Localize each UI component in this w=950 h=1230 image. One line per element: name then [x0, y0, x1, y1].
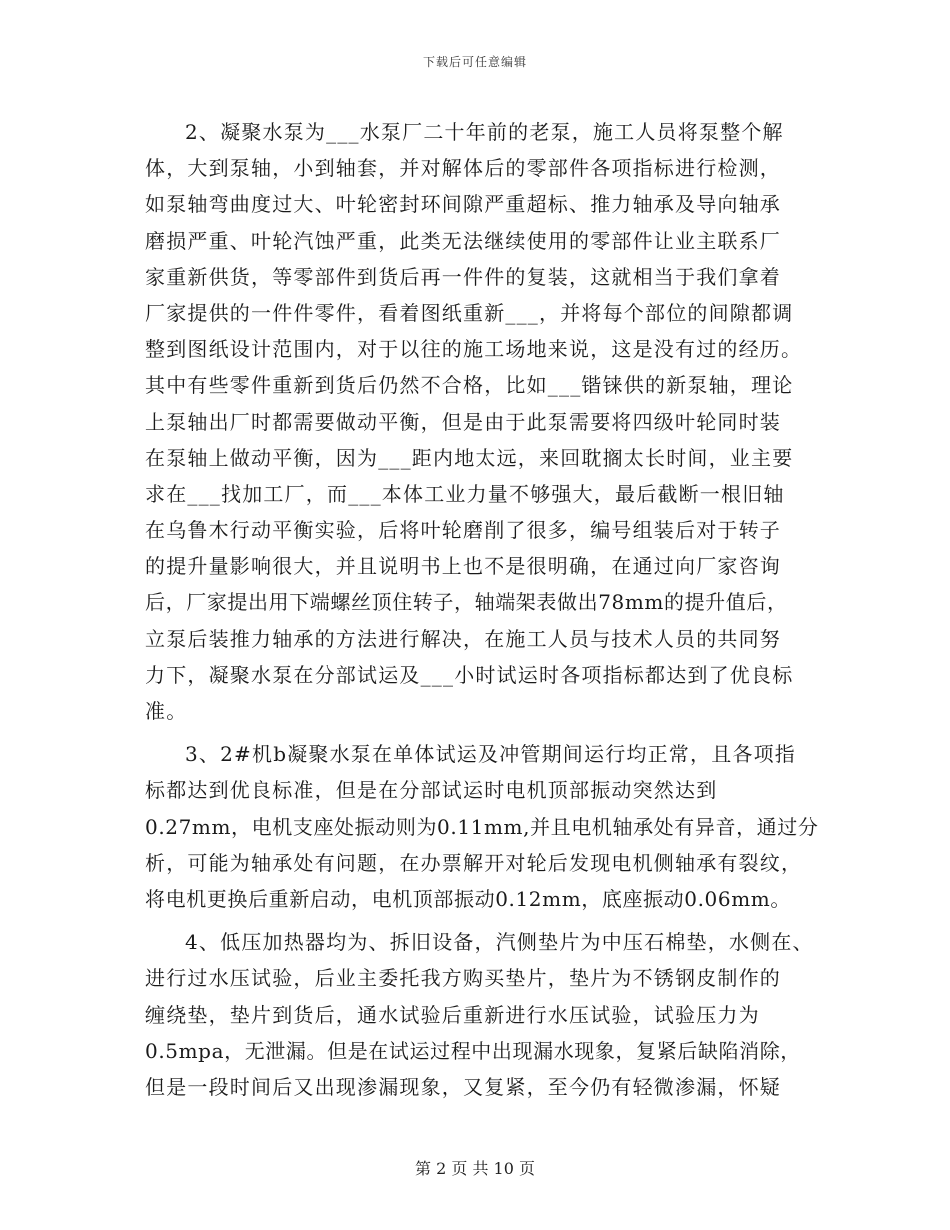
text-line: 上泵轴出厂时都需要做动平衡，但是由于此泵需要将四级叶轮同时装: [145, 409, 781, 434]
paragraph-4: [145, 924, 814, 1105]
text-line: 0.5mpa，无泄漏。但是在试运过程中出现漏水现象，复紧后缺陷消除，: [145, 1038, 801, 1063]
text-line: 进行过水压试验，后业主委托我方购买垫片，垫片为不锈钢皮制作的: [145, 966, 781, 991]
text-line: 求在___找加工厂，而___本体工业力量不够强大，最后截断一根旧轴: [145, 481, 785, 506]
text-line: 整到图纸设计范围内，对于以往的施工场地来说，这是没有过的经历。: [145, 337, 803, 362]
document-body: [145, 114, 819, 1105]
text-line: 体，大到泵轴，小到轴套，并对解体后的零部件各项指标进行检测，: [145, 156, 781, 181]
text-line: 厂家提供的一件件零件，看着图纸重新___，并将每个部位的间隙都调: [145, 300, 794, 325]
text-line: 力下，凝聚水泵在分部试运及___小时试运时各项指标都达到了优良标: [145, 662, 794, 687]
text-line: 析，可能为轴承处有问题，在办票解开对轮后发现电机侧轴承有裂纹，: [145, 850, 803, 875]
text-line: 在乌鲁木行动平衡实验，后将叶轮磨削了很多，编号组装后对于转子: [145, 518, 781, 543]
page-footer: 第 2 页 共 10 页: [415, 1159, 535, 1178]
text-line: 3、2#机b凝聚水泵在单体试运及冲管期间运行均正常，且各项指: [185, 742, 797, 767]
text-line: 将电机更换后重新启动，电机顶部振动0.12mm，底座振动0.06mm。: [145, 886, 791, 911]
text-line: 磨损严重、叶轮汽蚀严重，此类无法继续使用的零部件让业主联系厂: [145, 228, 781, 253]
text-line: 2、凝聚水泵为___水泵厂二十年前的老泵，施工人员将泵整个解: [185, 120, 784, 144]
text-line: 4、低压加热器均为、拆旧设备，汽侧垫片为中压石棉垫，水侧在、: [185, 930, 814, 955]
text-line: 的提升量影响很大，并且说明书上也不是很明确，在通过向厂家咨询: [145, 554, 781, 579]
text-line: 家重新供货，等零部件到货后再一件件的复装，这就相当于我们拿着: [145, 264, 781, 289]
paragraph-3: [145, 736, 819, 917]
text-line: 其中有些零件重新到货后仍然不合格，比如___锴铼供的新泵轴，理论: [145, 373, 794, 398]
text-line: 但是一段时间后又出现渗漏现象，又复紧，至今仍有轻微渗漏，怀疑: [145, 1074, 781, 1099]
text-line: 标都达到优良标准，但是在分部试运时电机顶部振动突然达到: [145, 778, 718, 803]
text-line: 后，厂家提出用下端螺丝顶住转子，轴端架表做出78mm的提升值后，: [145, 590, 788, 615]
paragraph-2: [145, 114, 810, 729]
text-line: 0.27mm，电机支座处振动则为0.11mm,并且电机轴承处有异音，通过分: [145, 814, 819, 839]
text-line: 准。: [145, 699, 188, 723]
text-line: 立泵后装推力轴承的方法进行解决，在施工人员与技术人员的共同努: [145, 626, 781, 651]
text-line: 缠绕垫，垫片到货后，通水试验后重新进行水压试验，试验压力为: [145, 1002, 760, 1027]
text-line: 在泵轴上做动平衡，因为___距内地太远，来回耽搁太长时间，业主要: [145, 445, 794, 470]
text-line: 如泵轴弯曲度过大、叶轮密封环间隙严重超标、推力轴承及导向轴承: [145, 192, 781, 217]
page-header: 下载后可任意编辑: [422, 55, 527, 69]
